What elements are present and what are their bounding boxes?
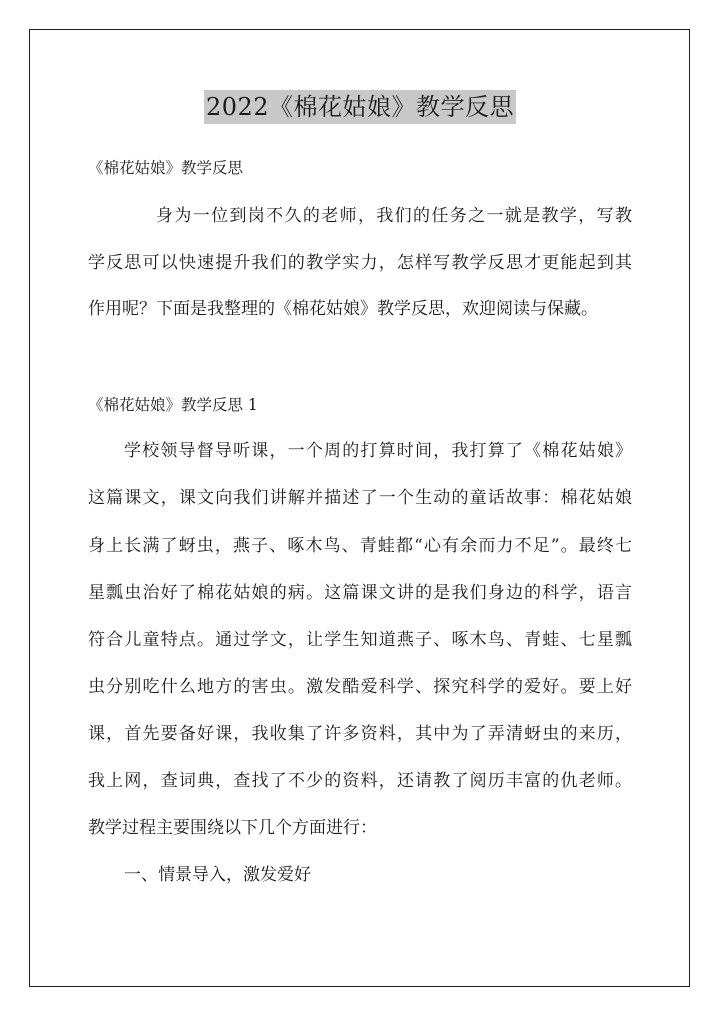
body-line: 星瓢虫治好了棉花姑娘的病。这篇课文讲的是我们身边的科学，语言 bbox=[88, 583, 632, 603]
document-title: 2022《棉花姑娘》教学反思 bbox=[204, 90, 516, 124]
intro-line: 身为一位到岗不久的老师，我们的任务之一就是教学，写教 bbox=[156, 206, 632, 226]
body-line: 教学过程主要围绕以下几个方面进行： bbox=[88, 818, 377, 838]
section-heading: 《棉花姑娘》教学反思 1 bbox=[88, 396, 258, 414]
list-point-heading: 一、情景导入，激发爱好 bbox=[124, 865, 311, 885]
intro-line: 作用呢？下面是我整理的《棉花姑娘》教学反思，欢迎阅读与保藏。 bbox=[88, 299, 598, 319]
body-line: 符合儿童特点。通过学文，让学生知道燕子、啄木鸟、青蛙、七星瓢 bbox=[88, 630, 632, 650]
body-line: 课，首先要备好课，我收集了许多资料，其中为了弄清蚜虫的来历， bbox=[88, 724, 632, 744]
document-subtitle: 《棉花姑娘》教学反思 bbox=[88, 159, 244, 177]
intro-line: 学反思可以快速提升我们的教学实力，怎样写教学反思才更能起到其 bbox=[88, 253, 632, 273]
body-line: 这篇课文，课文向我们讲解并描述了一个生动的童话故事：棉花姑娘 bbox=[88, 488, 632, 508]
body-line: 虫分别吃什么地方的害虫。激发酷爱科学、探究科学的爱好。要上好 bbox=[88, 677, 632, 697]
body-line: 我上网，查词典，查找了不少的资料，还请教了阅历丰富的仇老师。 bbox=[88, 771, 632, 791]
body-line: 身上长满了蚜虫，燕子、啄木鸟、青蛙都“心有余而力不足”。最终七 bbox=[88, 536, 632, 556]
title-container bbox=[0, 90, 720, 124]
body-line: 学校领导督导听课，一个周的打算时间，我打算了《棉花姑娘》 bbox=[124, 441, 632, 461]
